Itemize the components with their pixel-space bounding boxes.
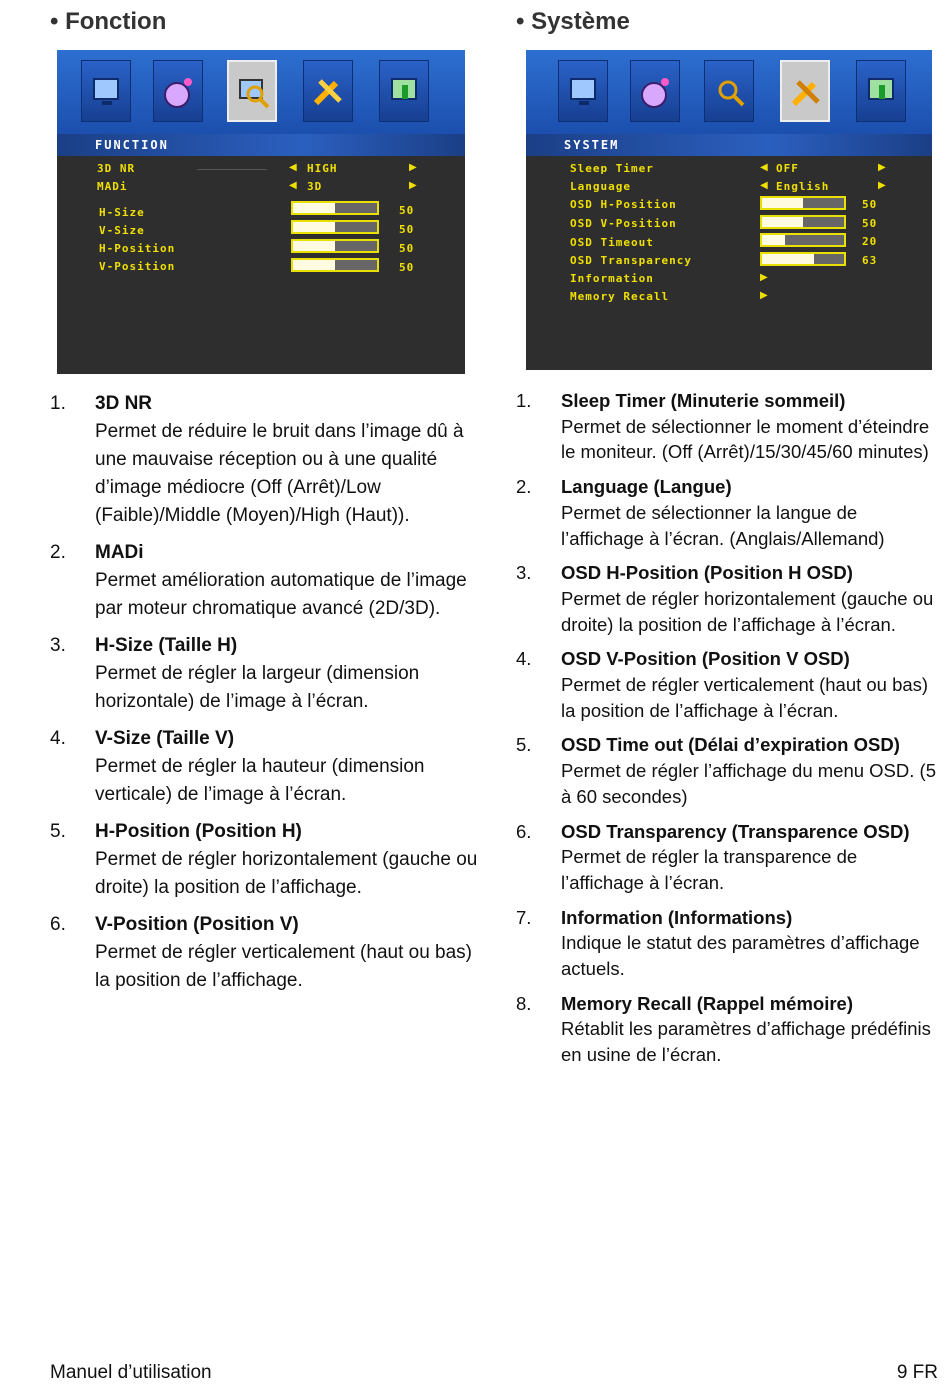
system-items-list xyxy=(516,388,936,1077)
list-item xyxy=(516,560,936,637)
osd-slider-fill xyxy=(293,222,335,232)
list-item xyxy=(516,474,936,551)
list-item xyxy=(516,819,936,896)
item-number: 7. xyxy=(516,906,532,928)
item-title: OSD Time out (Délai d’expiration OSD) xyxy=(561,734,900,756)
osd-slider-label: V-Position xyxy=(99,260,176,273)
right-arrow-icon: ▶ xyxy=(760,290,768,301)
item-description: Permet de régler la hauteur (dimension verticale) de l’image à l’écran. xyxy=(95,756,425,805)
osd-row-value: 3D xyxy=(307,180,323,193)
osd-slider-value: 50 xyxy=(862,217,878,230)
item-title: Information (Informations) xyxy=(561,906,793,928)
left-arrow-icon: ◀ xyxy=(760,180,768,191)
item-description: Permet amélioration automatique de l’image par moteur chromatique avancé (2D/3D). xyxy=(95,570,467,619)
item-title: H-Size (Taille H) xyxy=(95,635,238,656)
item-number: 1. xyxy=(516,390,532,411)
list-item xyxy=(50,632,480,716)
right-arrow-icon: ▶ xyxy=(878,180,886,191)
osd-slider-fill xyxy=(762,254,814,264)
left-arrow-icon: ◀ xyxy=(760,162,768,173)
item-title: Language (Langue) xyxy=(561,476,732,498)
osd-slider-fill xyxy=(293,203,335,213)
osd-row-value: English xyxy=(776,180,830,193)
osd-slider-label: H-Size xyxy=(99,206,145,219)
item-title: OSD H-Position (Position H OSD) xyxy=(561,562,853,584)
osd-slider-value: 20 xyxy=(862,235,878,248)
item-description: Permet de régler l’affichage du menu OSD. (5 à 60 secondes) xyxy=(561,760,936,807)
osd-slider-label: OSD Timeout xyxy=(570,236,654,249)
osd-slider-fill xyxy=(293,241,335,251)
item-title: OSD Transparency (Transparence OSD) xyxy=(561,820,910,842)
list-item xyxy=(516,388,936,465)
list-item xyxy=(50,725,480,809)
item-number: 1. xyxy=(50,393,66,414)
item-number: 3. xyxy=(516,562,532,584)
item-number: 4. xyxy=(50,728,66,749)
osd-slider-value: 50 xyxy=(399,204,415,217)
osd-system-menu-screenshot xyxy=(526,50,932,370)
osd-slider-value: 50 xyxy=(399,223,415,236)
item-number: 4. xyxy=(516,648,532,670)
right-arrow-icon: ▶ xyxy=(878,162,886,173)
left-arrow-icon: ◀ xyxy=(289,162,297,173)
item-number: 6. xyxy=(516,820,532,842)
osd-slider-fill xyxy=(762,198,803,208)
item-number: 2. xyxy=(516,476,532,498)
item-number: 5. xyxy=(50,821,66,842)
osd-slider-value: 63 xyxy=(862,254,878,267)
osd-link-label: Memory Recall xyxy=(570,290,670,303)
monitor-icon xyxy=(81,60,131,122)
list-item xyxy=(50,390,480,530)
right-arrow-icon: ▶ xyxy=(409,162,417,173)
list-item xyxy=(50,911,480,995)
osd-title-strip xyxy=(57,134,465,156)
osd-function-menu-screenshot xyxy=(57,50,465,374)
item-number: 6. xyxy=(50,914,66,935)
osd-slider-bar xyxy=(291,201,379,215)
item-description: Permet de sélectionner le moment d’éteindre le moniteur. (Off (Arrêt)/15/30/45/60 minutes) xyxy=(561,415,930,463)
color-palette-icon xyxy=(630,60,680,122)
osd-title: FUNCTION xyxy=(95,138,169,152)
right-arrow-icon: ▶ xyxy=(409,180,417,191)
osd-slider-bar xyxy=(760,196,846,210)
item-description: Permet de réduire le bruit dans l’image dû à une mauvaise réception ou à une qualité d’image médiocre (Off (Arrêt)/Low (Faible)/Middle (Moyen)/High (Haut)). xyxy=(95,421,464,526)
item-description: Permet de régler horizontalement (gauche ou droite) la position de l’affichage. xyxy=(95,849,478,898)
osd-slider-bar xyxy=(760,215,846,229)
item-title: MADi xyxy=(95,542,144,563)
item-description: Rétablit les paramètres d’affichage prédéfinis en usine de l’écran. xyxy=(561,1018,931,1066)
osd-divider xyxy=(197,169,267,170)
item-title: Memory Recall (Rappel mémoire) xyxy=(561,992,853,1014)
item-number: 5. xyxy=(516,734,532,756)
osd-title: SYSTEM xyxy=(564,138,620,152)
function-items-list xyxy=(50,390,480,1004)
item-description: Permet de régler horizontalement (gauche ou droite) la position de l’affichage à l’écran. xyxy=(561,587,934,635)
list-item xyxy=(516,646,936,723)
osd-row-label: MADi xyxy=(97,180,128,193)
item-title: V-Position (Position V) xyxy=(95,914,299,935)
osd-slider-value: 50 xyxy=(862,198,878,211)
item-description: Permet de régler verticalement (haut ou bas) la position de l’affichage à l’écran. xyxy=(561,674,929,721)
item-number: 2. xyxy=(50,542,66,563)
osd-row-value: HIGH xyxy=(307,162,338,175)
system-info-icon xyxy=(379,60,429,122)
item-description: Permet de sélectionner la langue de l’affichage à l’écran. (Anglais/Allemand) xyxy=(561,501,885,549)
item-title: H-Position (Position H) xyxy=(95,821,302,842)
item-title: V-Size (Taille V) xyxy=(95,728,235,749)
osd-row-label: 3D NR xyxy=(97,162,136,175)
section-heading-systeme: • Système xyxy=(516,8,630,35)
osd-slider-fill xyxy=(293,260,335,270)
page-number: 9 FR xyxy=(896,1362,938,1383)
item-description: Permet de régler la largeur (dimension horizontale) de l’image à l’écran. xyxy=(95,663,420,712)
osd-slider-label: OSD H-Position xyxy=(570,198,677,211)
item-number: 8. xyxy=(516,992,532,1014)
osd-link-label: Information xyxy=(570,272,654,285)
osd-row-label: Sleep Timer xyxy=(570,162,654,175)
left-arrow-icon: ◀ xyxy=(289,180,297,191)
osd-slider-label: OSD V-Position xyxy=(570,217,677,230)
item-number: 3. xyxy=(50,635,66,656)
osd-row-value: OFF xyxy=(776,162,799,175)
magnifier-icon xyxy=(227,60,277,122)
color-palette-icon xyxy=(153,60,203,122)
osd-row-label: Language xyxy=(570,180,631,193)
item-description: Permet de régler verticalement (haut ou bas) la position de l’affichage. xyxy=(95,942,473,991)
item-description: Permet de régler la transparence de l’affichage à l’écran. xyxy=(561,846,858,893)
footer-manual-title: Manuel d’utilisation xyxy=(50,1362,212,1383)
osd-title-strip xyxy=(526,134,932,156)
osd-slider-bar xyxy=(291,239,379,253)
osd-slider-label: OSD Transparency xyxy=(570,254,692,267)
item-description: Indique le statut des paramètres d’affichage actuels. xyxy=(561,932,920,980)
item-title: Sleep Timer (Minuterie sommeil) xyxy=(561,390,846,411)
list-item xyxy=(516,991,936,1068)
right-arrow-icon: ▶ xyxy=(760,272,768,283)
system-info-icon xyxy=(856,60,906,122)
item-title: OSD V-Position (Position V OSD) xyxy=(561,648,850,670)
list-item xyxy=(50,539,480,623)
item-title: 3D NR xyxy=(95,393,153,414)
tools-icon xyxy=(780,60,830,122)
osd-slider-bar xyxy=(291,258,379,272)
list-item xyxy=(50,818,480,902)
osd-slider-value: 50 xyxy=(399,261,415,274)
osd-slider-fill xyxy=(762,235,785,245)
osd-slider-bar xyxy=(760,233,846,247)
magnifier-icon xyxy=(704,60,754,122)
osd-slider-label: H-Position xyxy=(99,242,176,255)
osd-slider-fill xyxy=(762,217,803,227)
tools-icon xyxy=(303,60,353,122)
list-item xyxy=(516,732,936,809)
osd-slider-value: 50 xyxy=(399,242,415,255)
osd-slider-label: V-Size xyxy=(99,224,145,237)
section-heading-fonction: • Fonction xyxy=(50,8,167,35)
monitor-icon xyxy=(558,60,608,122)
osd-slider-bar xyxy=(760,252,846,266)
list-item xyxy=(516,905,936,982)
osd-icon-bar xyxy=(57,50,465,134)
osd-slider-bar xyxy=(291,220,379,234)
osd-icon-bar xyxy=(526,50,932,134)
